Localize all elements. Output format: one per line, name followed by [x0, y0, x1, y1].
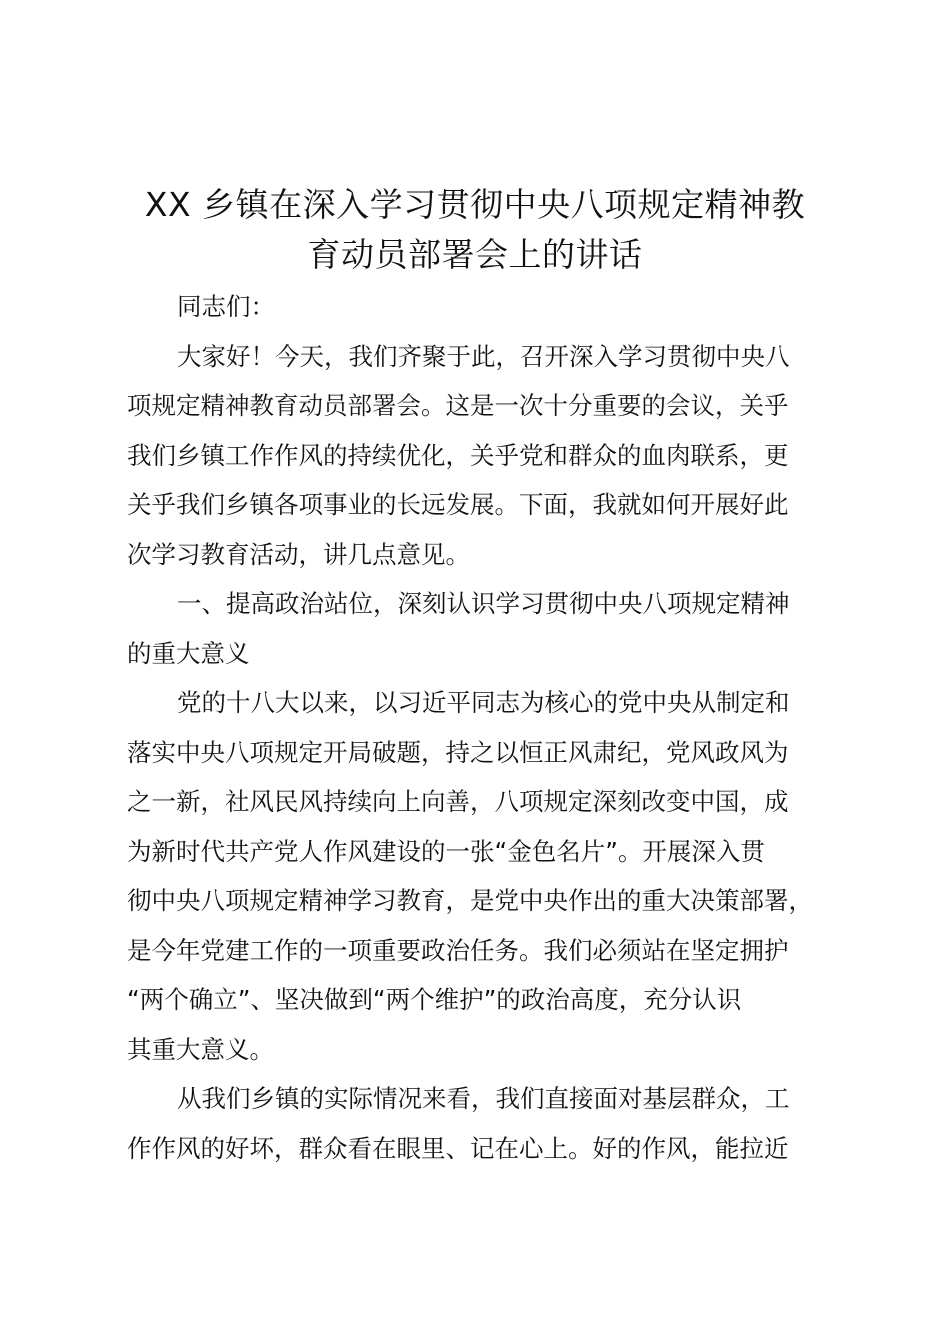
title-line: 育动员部署会上的讲话 — [307, 235, 643, 274]
paragraph-line: 我们乡镇工作作风的持续优化，关乎党和群众的血肉联系，更 — [127, 440, 789, 470]
paragraph — [127, 332, 833, 580]
section-heading — [127, 579, 833, 678]
paragraph-line: 从我们乡镇的实际情况来看，我们直接面对基层群众，工 — [177, 1084, 790, 1113]
heading-line: 的重大意义 — [127, 638, 250, 668]
paragraph-line: 次学习教育活动，讲几点意见。 — [127, 539, 470, 569]
paragraph-line: 之一新，社风民风持续向上向善，八项规定深刻改变中国，成 — [127, 787, 789, 816]
paragraph-line: 党的十八大以来，以习近平同志为核心的党中央从制定和 — [177, 688, 790, 717]
paragraph — [127, 1074, 833, 1173]
paragraph-line: 是今年党建工作的一项重要政治任务。我们必须站在坚定拥护 — [127, 935, 789, 965]
paragraph — [127, 678, 833, 1074]
document-body — [127, 282, 833, 1173]
paragraph-line: 彻中央八项规定精神学习教育，是党中央作出的重大决策部署， — [127, 886, 813, 915]
paragraph-line: “两个确立”、坚决做到“两个维护”的政治高度，充分认识 — [127, 985, 742, 1014]
title-line: XX 乡镇在深入学习贯彻中央八项规定精神教 — [144, 185, 806, 224]
paragraph-line: 大家好！今天，我们齐聚于此，召开深入学习贯彻中央八 — [177, 341, 790, 371]
document-title — [100, 180, 850, 280]
paragraph-line: 其重大意义。 — [127, 1034, 274, 1064]
paragraph-line: 关乎我们乡镇各项事业的长远发展。下面，我就如何开展好此 — [127, 490, 789, 519]
paragraph-line: 为新时代共产党人作风建设的一张“金色名片”。开展深入贯 — [127, 836, 765, 866]
paragraph-line: 项规定精神教育动员部署会。这是一次十分重要的会议，关乎 — [127, 391, 789, 420]
heading-line: 一、提高政治站位，深刻认识学习贯彻中央八项规定精神 — [177, 589, 790, 618]
paragraph-line: 落实中央八项规定开局破题，持之以恒正风肃纪，党风政风为 — [127, 737, 789, 767]
salutation: 同志们： — [177, 292, 275, 321]
paragraph-line: 作作风的好坏，群众看在眼里、记在心上。好的作风，能拉近 — [127, 1133, 789, 1163]
